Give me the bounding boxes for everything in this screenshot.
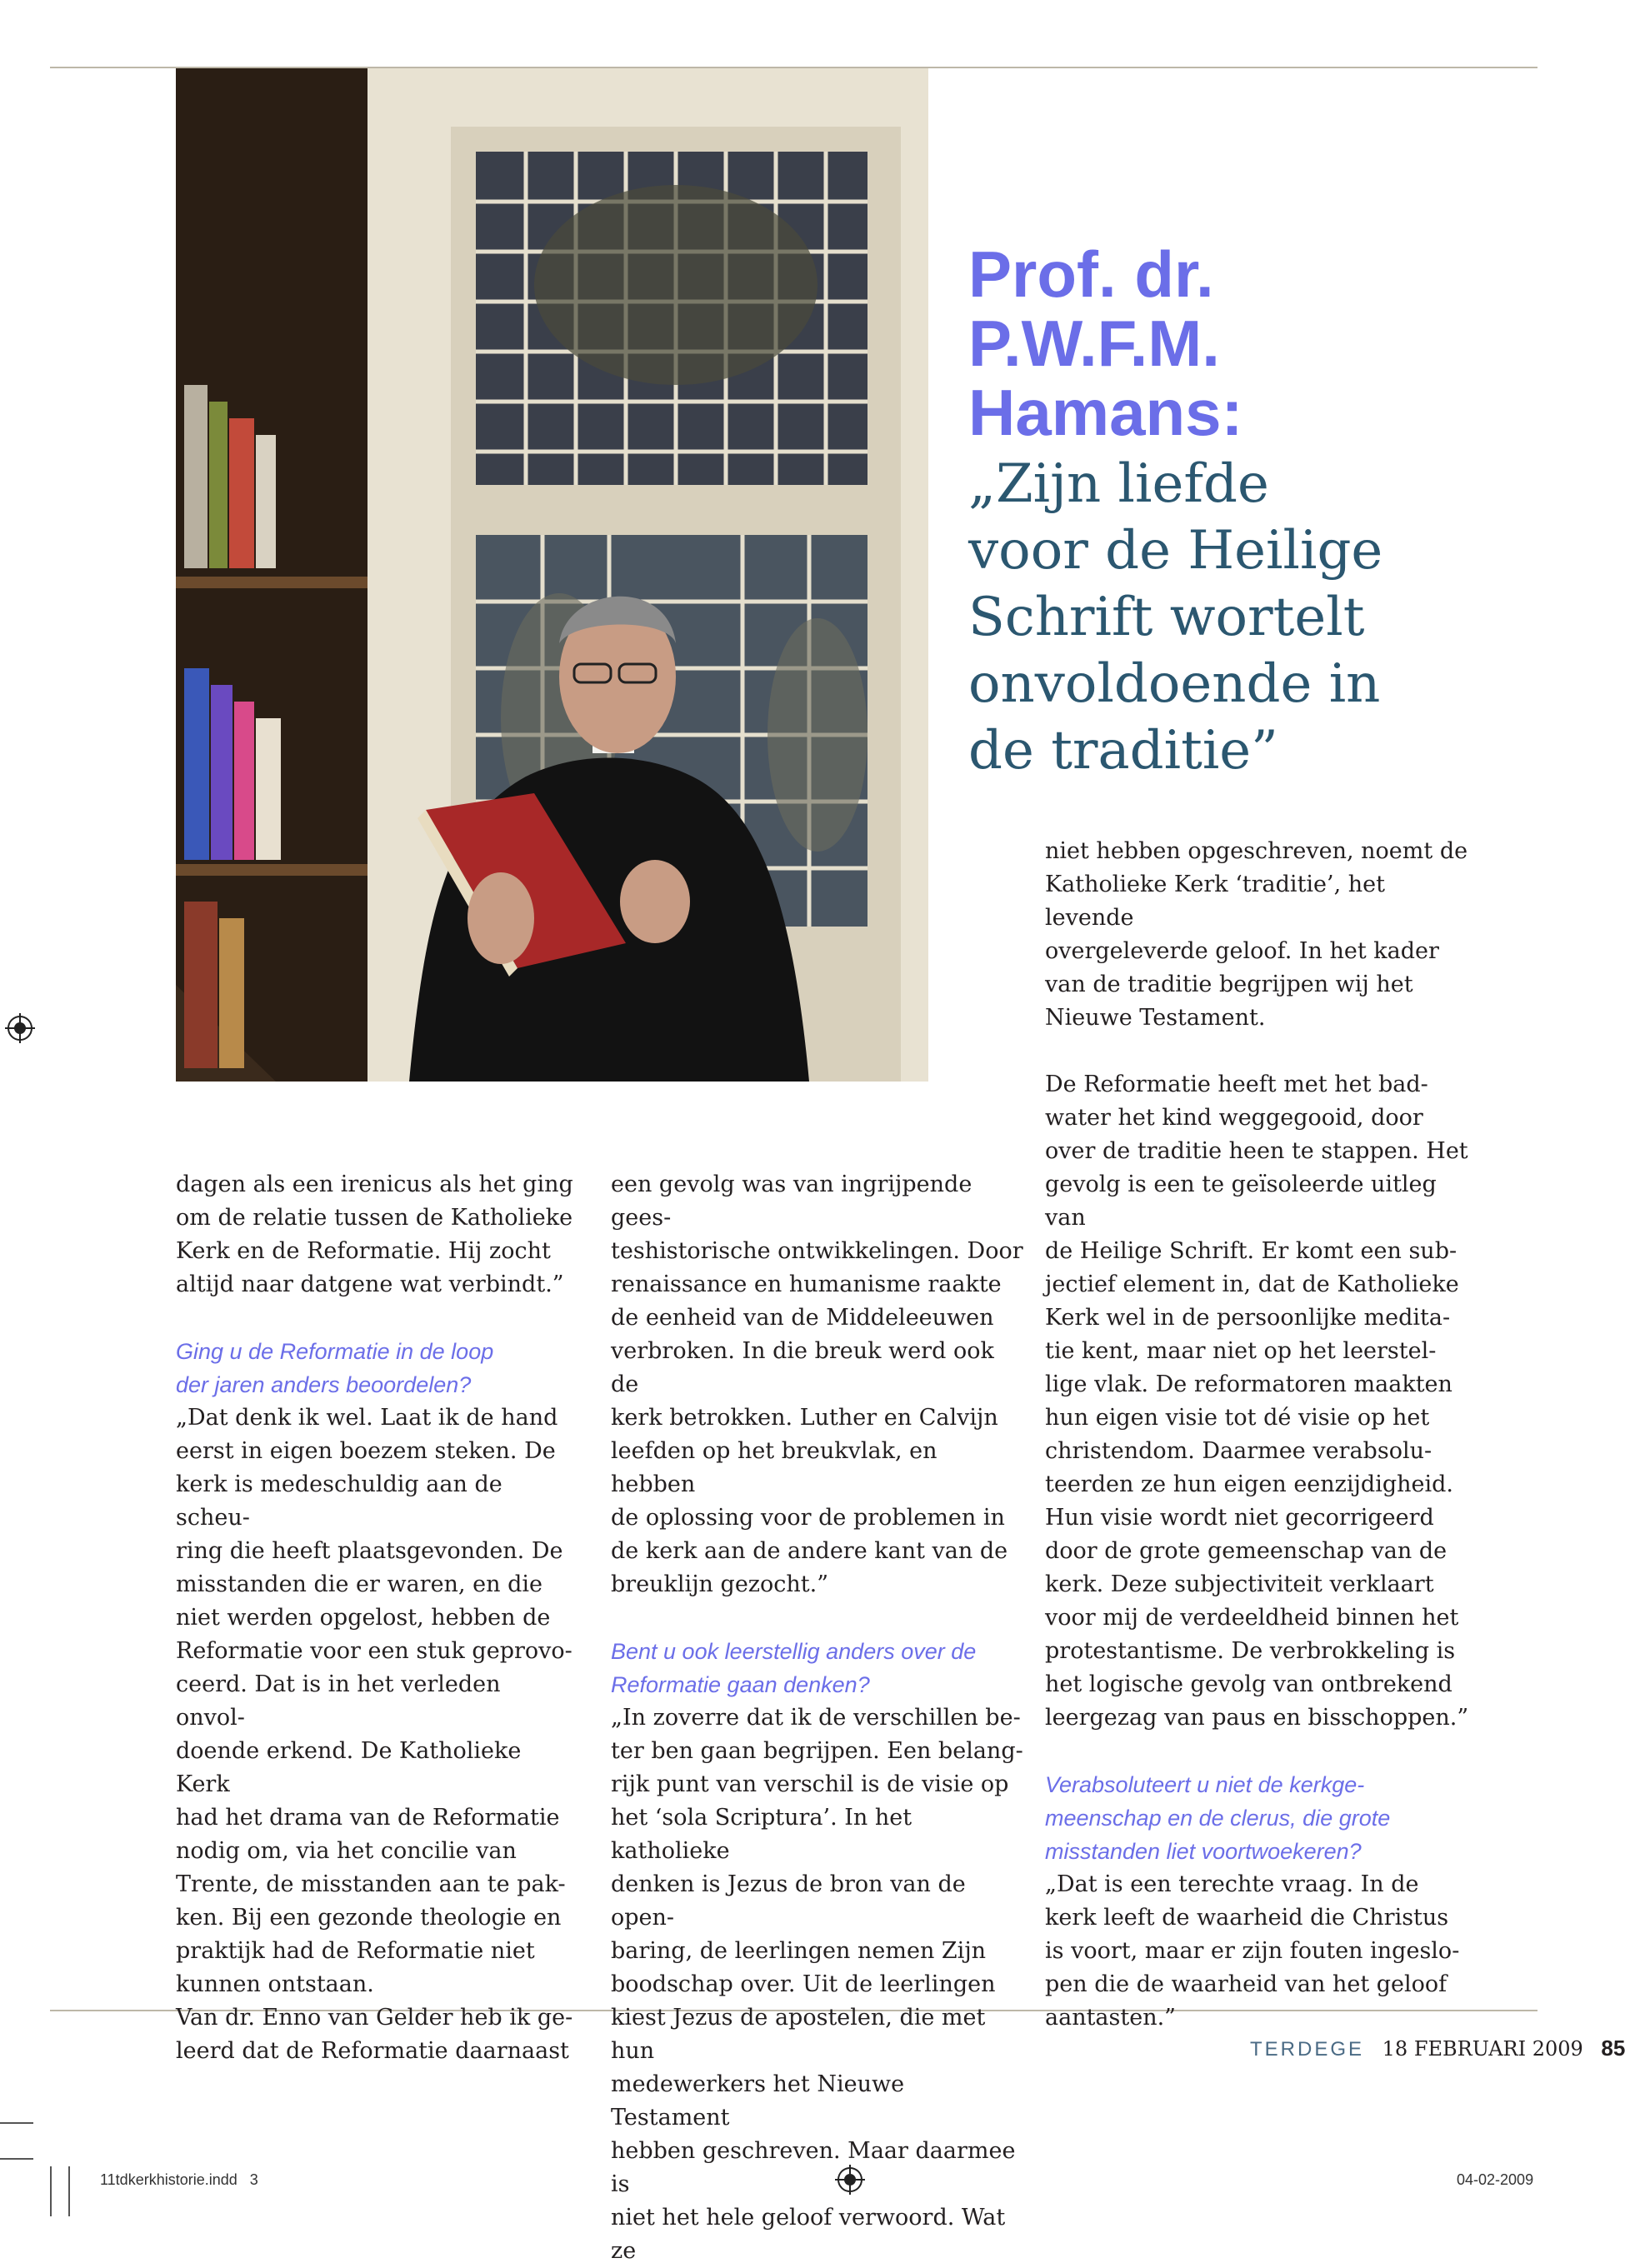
body-line: over de traditie heen te stappen. Het bbox=[1045, 1138, 1468, 1164]
body-line: renaissance en humanisme raakte bbox=[611, 1271, 1002, 1297]
body-line: tie kent, maar niet op het leerstel- bbox=[1045, 1338, 1437, 1364]
trim-mark bbox=[68, 2166, 70, 2216]
body-line: ceerd. Dat is in het verleden onvol- bbox=[176, 1671, 501, 1731]
body-line: Nieuwe Testament. bbox=[1045, 1005, 1266, 1031]
trim-mark bbox=[50, 2166, 52, 2216]
body-line: Katholieke Kerk ‘traditie’, het levende bbox=[1045, 872, 1385, 931]
interview-question: misstanden liet voortwoekeren? bbox=[1045, 1839, 1362, 1864]
body-line: boodschap over. Uit de leerlingen bbox=[611, 1971, 996, 1997]
body-line: nodig om, via het concilie van bbox=[176, 1838, 517, 1864]
trim-mark bbox=[0, 2122, 33, 2124]
body-line: kiest Jezus de apostelen, die met hun bbox=[611, 2005, 986, 2064]
body-line: de Heilige Schrift. Er komt een sub- bbox=[1045, 1238, 1458, 1264]
body-line: de oplossing voor de problemen in bbox=[611, 1505, 1005, 1531]
body-line: door de grote gemeenschap van de bbox=[1045, 1538, 1448, 1564]
body-line: Kerk wel in de persoonlijke medita- bbox=[1045, 1305, 1451, 1331]
body-line: baring, de leerlingen nemen Zijn bbox=[611, 1938, 987, 1964]
body-line: eerst in eigen boezem steken. De bbox=[176, 1438, 556, 1464]
body-line: medewerkers het Nieuwe Testament bbox=[611, 2071, 905, 2131]
body-line: ter ben gaan begrijpen. Een belang- bbox=[611, 1738, 1023, 1764]
body-line: niet het hele geloof verwoord. Wat ze bbox=[611, 2205, 1006, 2264]
body-line: Van dr. Enno van Gelder heb ik ge- bbox=[176, 2005, 573, 2031]
body-line: Trente, de misstanden aan te pak- bbox=[176, 1871, 566, 1897]
body-line: niet werden opgelost, hebben de bbox=[176, 1605, 551, 1631]
registration-mark-icon bbox=[3, 1012, 37, 1045]
body-line: een gevolg was van ingrijpende gees- bbox=[611, 1171, 972, 1231]
body-line: misstanden die er waren, en die bbox=[176, 1571, 542, 1597]
body-line: Kerk en de Reformatie. Hij zocht bbox=[176, 1238, 551, 1264]
body-line: kunnen ontstaan. bbox=[176, 1971, 374, 1997]
body-line: Hun visie wordt niet gecorrigeerd bbox=[1045, 1505, 1434, 1531]
page-number: 85 bbox=[1601, 2036, 1625, 2061]
body-line: hebben geschreven. Maar daarmee is bbox=[611, 2138, 1016, 2197]
text-column-2 bbox=[611, 1168, 1028, 2268]
body-line: „Dat is een terechte vraag. In de bbox=[1045, 1871, 1419, 1897]
body-line: „In zoverre dat ik de verschillen be- bbox=[611, 1705, 1021, 1731]
interview-question: Bent u ook leerstellig anders over de bbox=[611, 1639, 977, 1664]
body-line: rijk punt van verschil is de visie op bbox=[611, 1771, 1009, 1797]
body-line: gevolg is een te geïsoleerde uitleg van bbox=[1045, 1171, 1437, 1231]
body-line: leergezag van paus en bisschoppen.” bbox=[1045, 1705, 1469, 1731]
body-line: kerk. Deze subjectiviteit verklaart bbox=[1045, 1571, 1434, 1597]
body-line: overgeleverde geloof. In het kader bbox=[1045, 938, 1439, 964]
body-line: de eenheid van de Middeleeuwen bbox=[611, 1305, 994, 1331]
article-headline bbox=[968, 237, 1518, 784]
magazine-name: TERDEGE bbox=[1250, 2038, 1365, 2061]
body-line: niet hebben opgeschreven, noemt de bbox=[1045, 838, 1468, 864]
body-line: pen die de waarheid van het geloof bbox=[1045, 1971, 1448, 1997]
headline-quote-line: onvoldoende in bbox=[968, 653, 1381, 715]
text-column-1 bbox=[176, 1168, 576, 2068]
body-line: de kerk aan de andere kant van de bbox=[611, 1538, 1008, 1564]
body-line: ring die heeft plaatsgevonden. De bbox=[176, 1538, 563, 1564]
body-line: altijd naar datgene wat verbindt.” bbox=[176, 1271, 564, 1297]
body-line: aantasten.” bbox=[1045, 2005, 1176, 2031]
body-line: om de relatie tussen de Katholieke bbox=[176, 1205, 573, 1231]
body-line: had het drama van de Reformatie bbox=[176, 1805, 560, 1831]
headline-name-line: Hamans: bbox=[968, 376, 1243, 449]
body-line: leerd dat de Reformatie daarnaast bbox=[176, 2038, 569, 2064]
body-line: water het kind weggegooid, door bbox=[1045, 1105, 1423, 1131]
body-line: De Reformatie heeft met het bad- bbox=[1045, 1072, 1428, 1097]
body-line: breuklijn gezocht.” bbox=[611, 1571, 829, 1597]
body-line: protestantisme. De verbrokkeling is bbox=[1045, 1638, 1456, 1664]
interview-question: Reformatie gaan denken? bbox=[611, 1672, 870, 1697]
page-footer bbox=[1250, 2036, 1625, 2061]
registration-mark-icon bbox=[833, 2163, 867, 2196]
body-line: „Dat denk ik wel. Laat ik de hand bbox=[176, 1405, 558, 1431]
body-line: hun eigen visie tot dé visie op het bbox=[1045, 1405, 1430, 1431]
headline-name-line: Prof. dr. bbox=[968, 237, 1214, 311]
body-line: ken. Bij een gezonde theologie en bbox=[176, 1905, 562, 1931]
body-line: christendom. Daarmee verabsolu- bbox=[1045, 1438, 1432, 1464]
headline-name-line: P.W.F.M. bbox=[968, 307, 1220, 380]
body-line: doende erkend. De Katholieke Kerk bbox=[176, 1738, 522, 1797]
body-line: teshistorische ontwikkelingen. Door bbox=[611, 1238, 1023, 1264]
headline-quote-line: „Zijn liefde bbox=[968, 453, 1269, 515]
issue-date: 18 FEBRUARI 2009 bbox=[1382, 2037, 1583, 2061]
body-line: dagen als een irenicus als het ging bbox=[176, 1171, 573, 1197]
body-line: kerk leeft de waarheid die Christus bbox=[1045, 1905, 1449, 1931]
body-line: denken is Jezus de bron van de open- bbox=[611, 1871, 966, 1931]
body-line: het ‘sola Scriptura’. In het katholieke bbox=[611, 1805, 912, 1864]
headline-quote-line: Schrift wortelt bbox=[968, 587, 1365, 648]
text-column-3 bbox=[1045, 835, 1478, 2035]
headline-name bbox=[968, 237, 1518, 449]
interview-question: meenschap en de clerus, die grote bbox=[1045, 1806, 1391, 1831]
body-line: teerden ze hun eigen eenzijdigheid. bbox=[1045, 1471, 1453, 1497]
body-line: kerk is medeschuldig aan de scheu- bbox=[176, 1471, 502, 1531]
body-line: het logische gevolg van ontbrekend bbox=[1045, 1671, 1452, 1697]
headline-quote-line: voor de Heilige bbox=[968, 520, 1383, 582]
body-line: is voort, maar er zijn fouten ingeslo- bbox=[1045, 1938, 1460, 1964]
interview-question: Ging u de Reformatie in de loop bbox=[176, 1339, 494, 1364]
body-line: jectief element in, dat de Katholieke bbox=[1045, 1271, 1459, 1297]
body-line: van de traditie begrijpen wij het bbox=[1045, 972, 1413, 997]
body-line: leefden op het breukvlak, en hebben bbox=[611, 1438, 938, 1497]
file-slug: 11tdkerkhistorie.indd 3 bbox=[100, 2171, 258, 2188]
headline-quote-line: de traditie” bbox=[968, 720, 1278, 782]
body-line: kerk betrokken. Luther en Calvijn bbox=[611, 1405, 998, 1431]
slug-date: 04-02-2009 bbox=[1457, 2171, 1534, 2188]
body-line: verbroken. In die breuk werd ook de bbox=[611, 1338, 994, 1397]
body-line: praktijk had de Reformatie niet bbox=[176, 1938, 535, 1964]
interview-question: Verabsoluteert u niet de kerkge- bbox=[1045, 1772, 1365, 1797]
body-line: Reformatie voor een stuk geprovo- bbox=[176, 1638, 572, 1664]
headline-quote bbox=[968, 451, 1518, 784]
body-line: lige vlak. De reformatoren maakten bbox=[1045, 1371, 1452, 1397]
body-line: voor mij de verdeeldheid binnen het bbox=[1045, 1605, 1459, 1631]
trim-mark bbox=[0, 2158, 33, 2160]
priest-reading-bible-photo bbox=[176, 68, 928, 1082]
interview-question: der jaren anders beoordelen? bbox=[176, 1372, 472, 1397]
photo bbox=[176, 68, 928, 1082]
